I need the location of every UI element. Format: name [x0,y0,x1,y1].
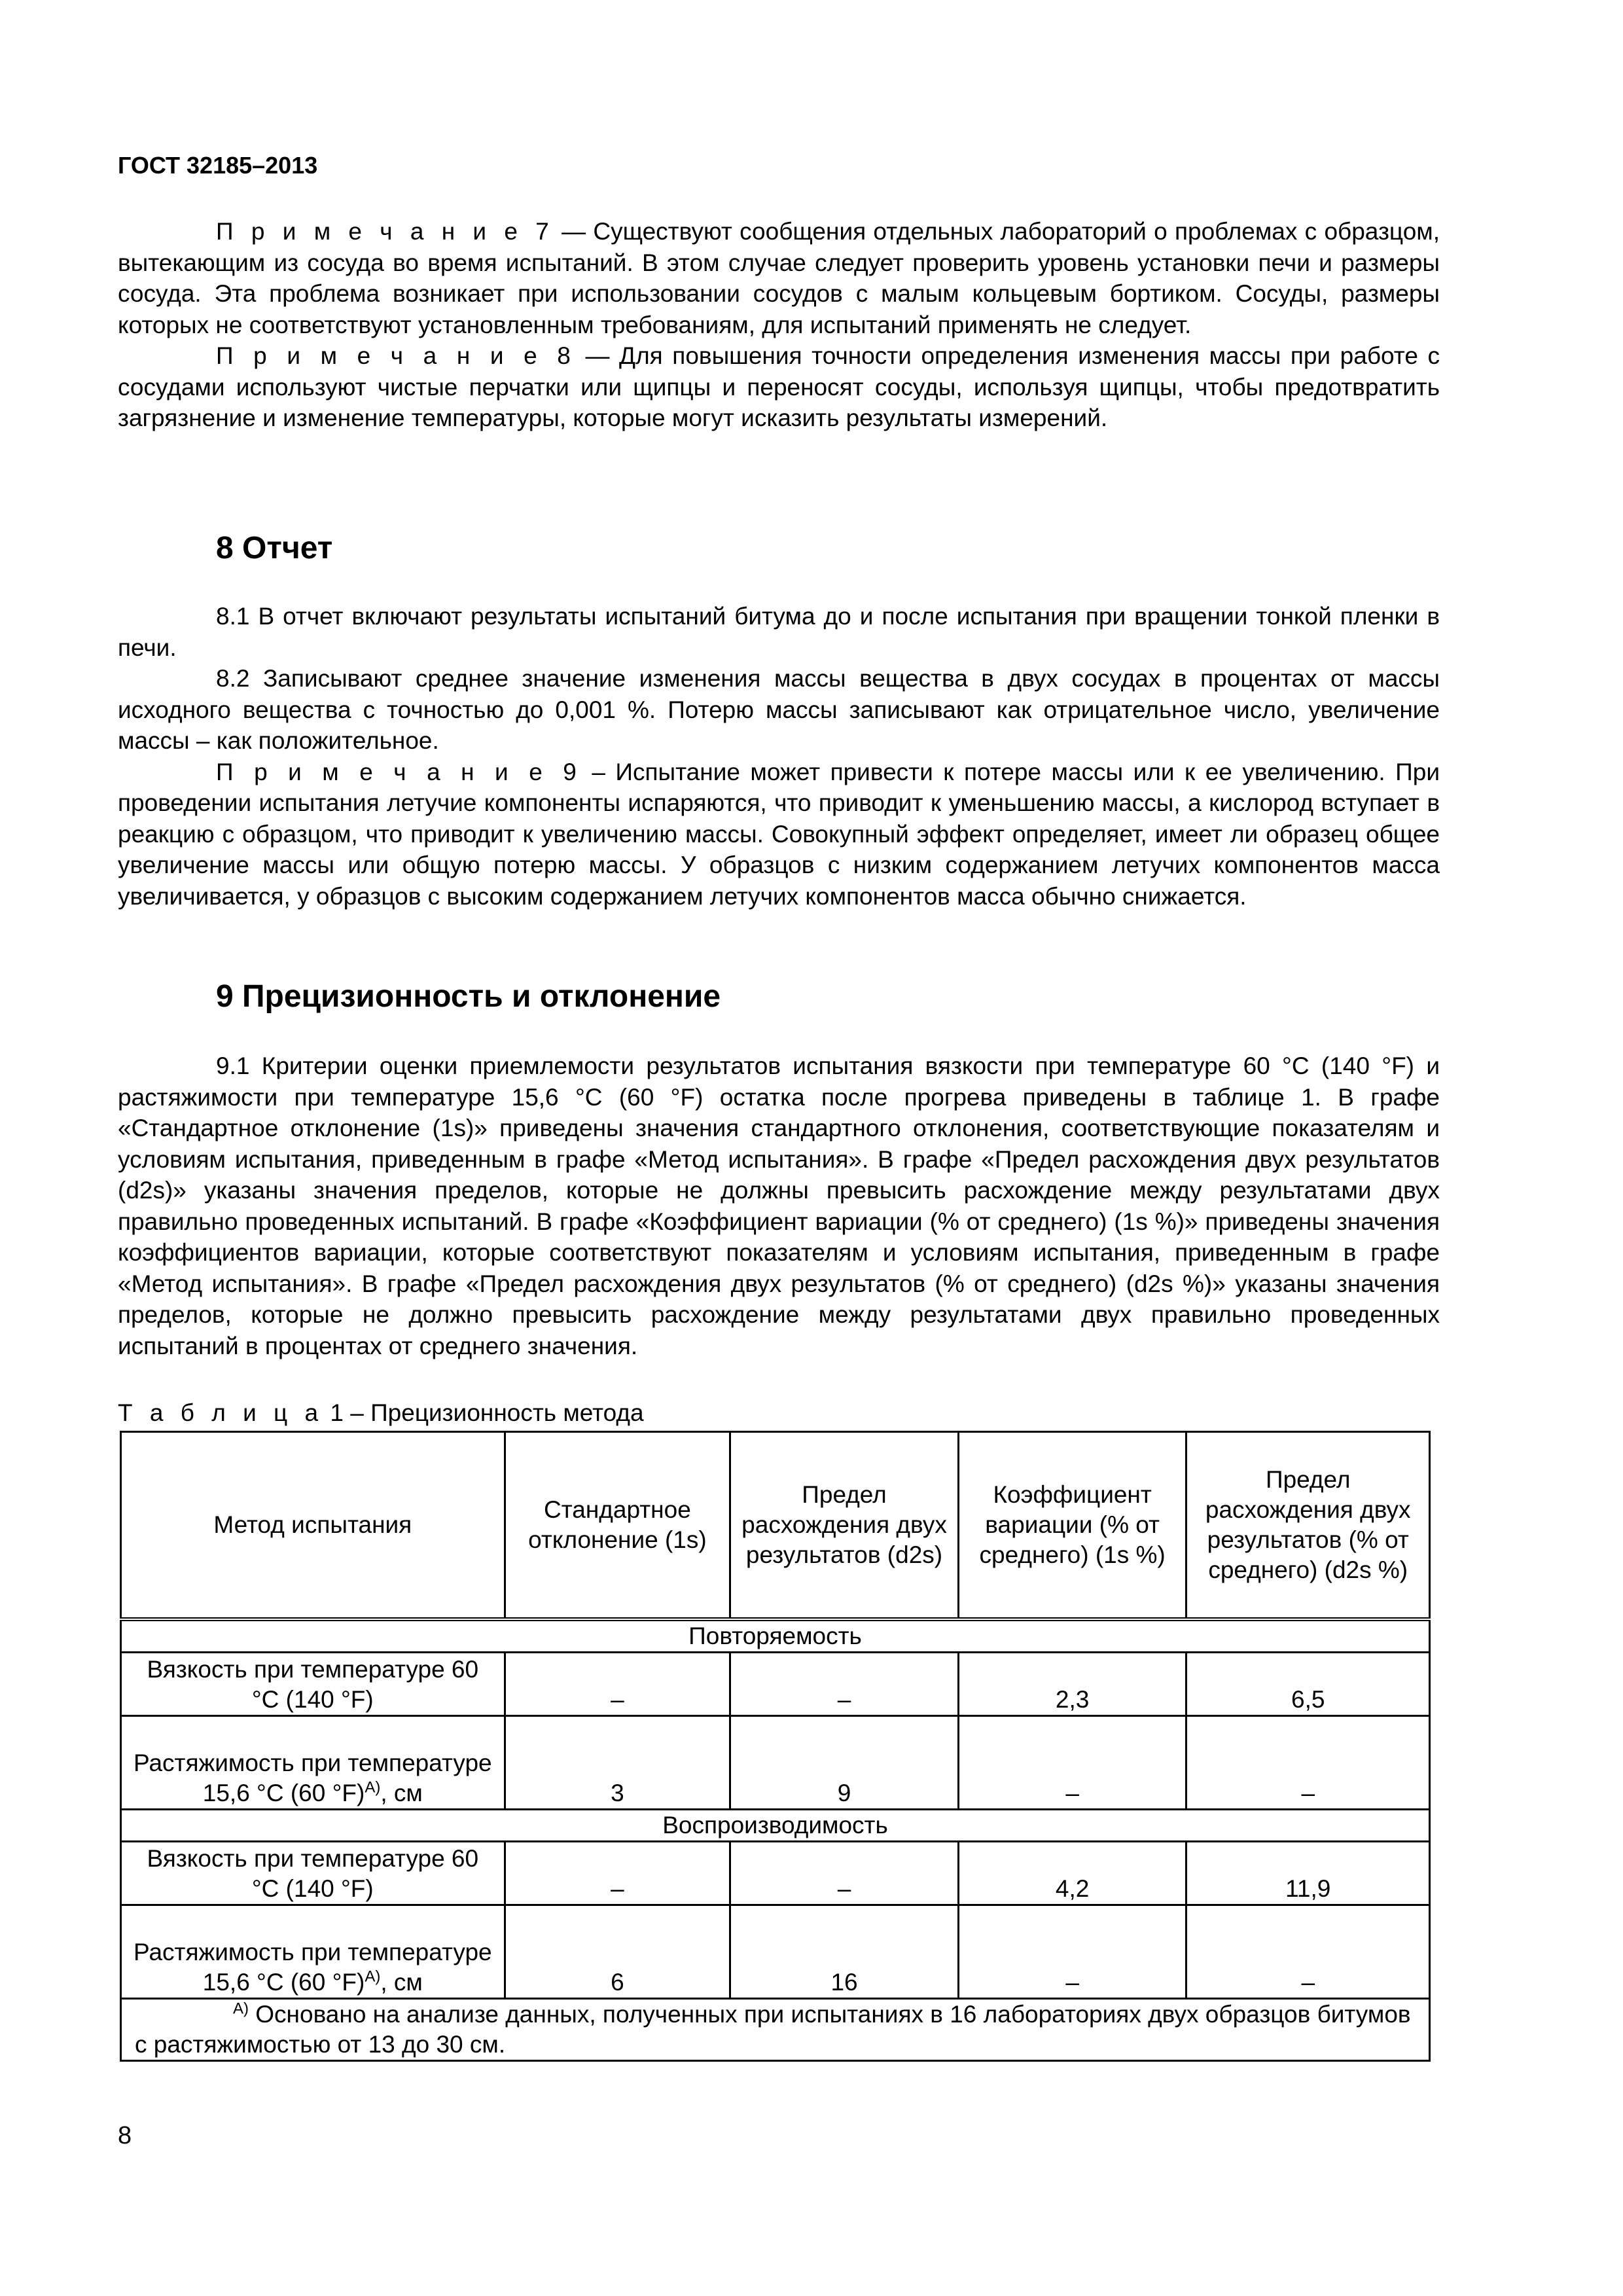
notes-block [118,216,1440,434]
row-cell: 6,5 [1186,1653,1430,1716]
header-std-dev: Стандартное отклонение (1s) [505,1432,730,1620]
row-method: Вязкость при температуре 60 °С (140 °F) [121,1653,505,1716]
row-method-text: Растяжимость при температуре 15,6 °С (60 °F) [134,1749,492,1806]
row-method-text: Растяжимость при температуре 15,6 °С (60 °F) [134,1939,492,1996]
table-caption [118,1399,644,1427]
row-method [121,1905,505,1999]
table-group-row [121,1619,1430,1653]
section-9-title: 9 Прецизионность и отклонение [216,979,721,1014]
row-method-unit: , см [380,1969,423,1996]
table-row [121,1842,1430,1905]
row-cell: 3 [505,1716,730,1810]
row-cell: – [505,1653,730,1716]
table-row [121,1716,1430,1810]
footnote-marker: А) [365,1778,381,1797]
row-cell: – [958,1905,1186,1999]
row-cell: 2,3 [958,1653,1186,1716]
note-9 [118,757,1440,912]
note-9-label: П р и м е ч а н и е 9 [216,758,582,785]
note-7-text: — Существуют сообщения отдельных лабораторий о проблемах с образцом, вытекающим из сосуда во время испытаний. В этом случае следует проверить уровень установки печи и размеры сосуда. Эта проблема возникает при использовании сосудов с малым кольцевым бортиком. Сосуды, размеры которых не соответствуют установленным требованиям, для испытаний применять не следует. [118,218,1440,338]
section-8-body [118,601,1440,912]
note-8-label: П р и м е ч а н и е 8 [216,342,576,369]
row-method [121,1716,505,1810]
row-cell: – [730,1653,959,1716]
header-cv: Коэффициент вариации (% от среднего) (1s %) [958,1432,1186,1620]
footnote-marker: А) [233,2000,249,2018]
row-cell: 9 [730,1716,959,1810]
group-reproducibility: Воспроизводимость [121,1810,1430,1842]
row-cell: – [1186,1905,1430,1999]
group-repeatability: Повторяемость [121,1619,1430,1653]
footnote-text: Основано на анализе данных, полученных при испытаниях в 16 лабораториях двух образцов битумов с растяжимостью от 13 до 30 см. [135,2001,1411,2058]
section-9-body [118,1050,1440,1361]
header-d2s: Предел расхождения двух результатов (d2s) [730,1432,959,1620]
table-row [121,1653,1430,1716]
paragraph-8-2: 8.2 Записывают среднее значение изменения массы вещества в двух сосудах в процентах от массы исходного вещества с точностью до 0,001 %. Потерю массы записывают как отрицательное число, увеличение массы – как положительное. [118,665,1440,754]
row-cell: – [730,1842,959,1905]
row-cell: – [505,1842,730,1905]
note-8-text: — Для повышения точности определения изменения массы при работе с сосудами используют чистые перчатки или щипцы и переносят сосуды, используя щипцы, чтобы предотвратить загрязнение и изменение температуры, которые могут исказить результаты измерений. [118,342,1440,431]
row-cell: 16 [730,1905,959,1999]
table-footnote-row [121,1999,1430,2061]
footnote-marker: А) [365,1967,381,1986]
row-cell: 6 [505,1905,730,1999]
paragraph-9-1: 9.1 Критерии оценки приемлемости результатов испытания вязкости при температуре 60 °С (140 °F) и растяжимости при температуре 15,6 °С (60 °F) остатка после прогрева приведены в таблице 1. В графе «Стандартное отклонение (1s)» приведены значения стандартного отклонения, соответствующие показателям и условиям испытания, приведенным в графе «Метод испытания». В графе «Предел расхождения двух результатов (d2s)» указаны значения пределов, которые не должны превысить расхождение между результатами двух правильно проведенных испытаний. В графе «Коэффициент вариации (% от среднего) (1s %)» приведены значения коэффициентов вариации, которые соответствуют показателям и условиям испытания, приведенным в графе «Метод испытания». В графе «Предел расхождения двух результатов (% от среднего) (d2s %)» указаны значения пределов, которые не должно превысить расхождение между результатами двух правильно проведенных испытаний в процентах от среднего значения. [118,1052,1440,1359]
table-footnote [121,1999,1430,2061]
table-group-row [121,1810,1430,1842]
row-method: Вязкость при температуре 60 °С (140 °F) [121,1842,505,1905]
header-method: Метод испытания [121,1432,505,1620]
table-row [121,1905,1430,1999]
note-8 [118,340,1440,434]
note-9-text: – Испытание может привести к потере массы или к ее увеличению. При проведении испытания летучие компоненты испаряются, что приводит к уменьшению массы, а кислород вступает в реакцию с образцом, что приводит к увеличению массы. Совокупный эффект определяет, имеет ли образец общее увеличение массы или общую потерю массы. У образцов с низким содержанием летучих компонентов масса увеличивается, у образцов с высоким содержанием летучих компонентов масса обычно снижается. [118,758,1440,910]
note-7-label: П р и м е ч а н и е 7 [216,218,554,245]
paragraph-8-1: 8.1 В отчет включают результаты испытаний битума до и после испытания при вращении тонкой пленки в печи. [118,603,1440,661]
header-d2s-percent: Предел расхождения двух результатов (% от среднего) (d2s %) [1186,1432,1430,1620]
row-method-unit: , см [380,1780,423,1806]
row-cell: – [1186,1716,1430,1810]
row-cell: – [958,1716,1186,1810]
note-7 [118,216,1440,340]
page-number: 8 [118,2122,132,2149]
table-caption-text: 1 – Прецизионность метода [323,1399,644,1426]
row-cell: 11,9 [1186,1842,1430,1905]
table-header-row [121,1432,1430,1620]
section-8-title: 8 Отчет [216,531,333,565]
row-cell: 4,2 [958,1842,1186,1905]
document-id: ГОСТ 32185–2013 [118,152,318,179]
precision-table [120,1431,1431,2062]
table-caption-label: Т а б л и ц а [118,1399,324,1426]
